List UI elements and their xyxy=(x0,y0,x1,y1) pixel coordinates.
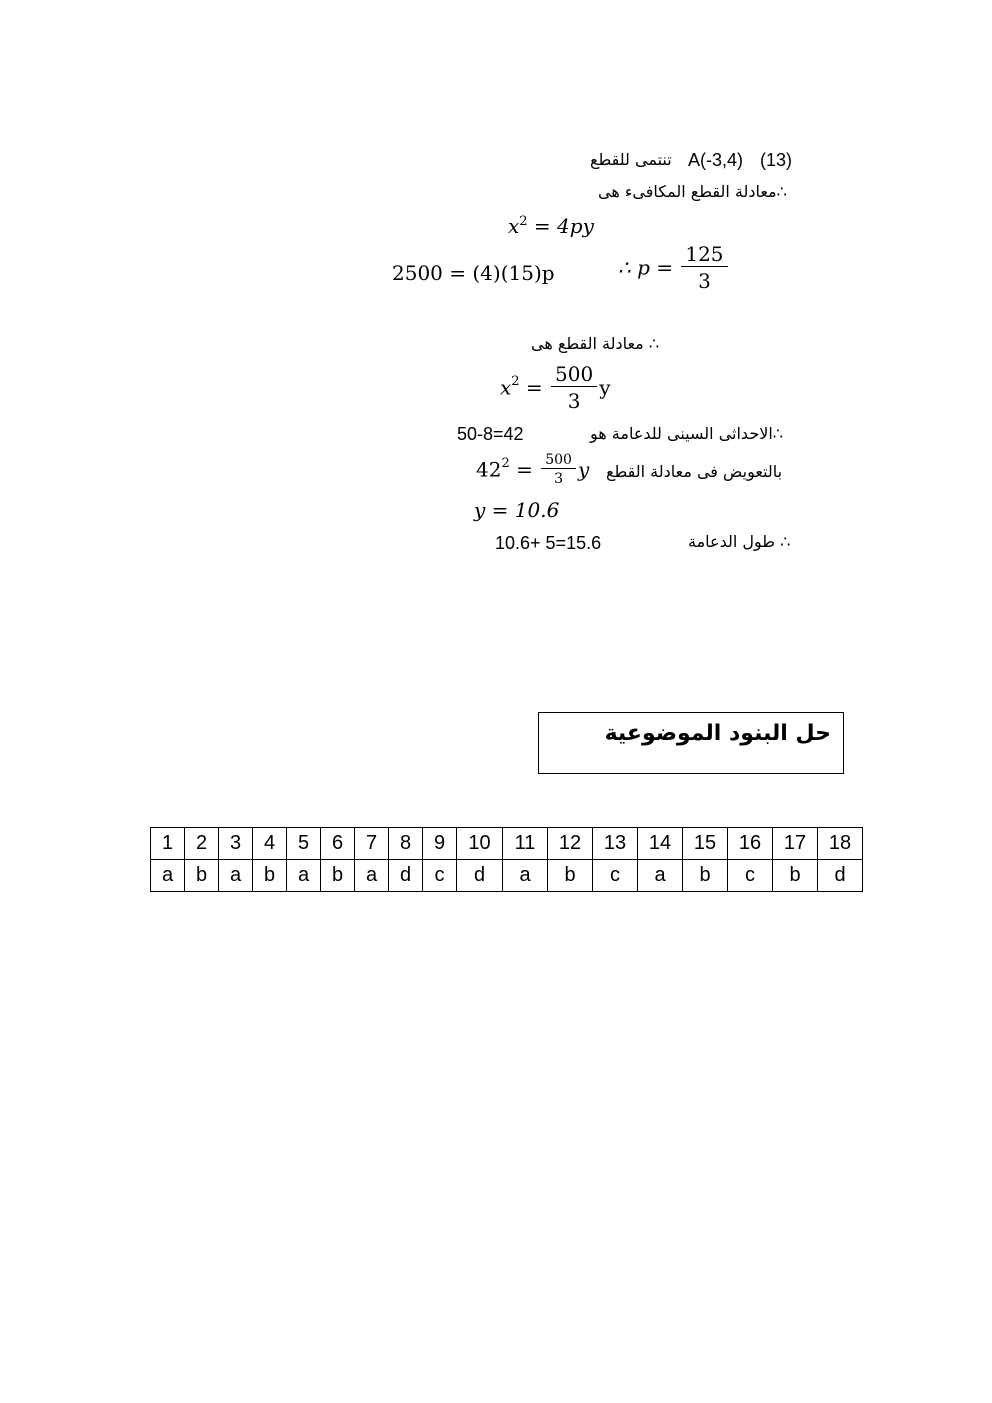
y-value: y = 10.6 xyxy=(474,498,560,522)
table-cell: a xyxy=(219,860,253,892)
table-row-numbers xyxy=(151,828,863,860)
subst-numerator: 500 xyxy=(545,452,572,468)
table-cell: a xyxy=(355,860,389,892)
table-cell: 6 xyxy=(321,828,355,860)
x-coordinate-value: 50-8=42 xyxy=(457,424,524,444)
equation-final-parabola xyxy=(500,362,611,413)
table-cell: 7 xyxy=(355,828,389,860)
subst-fraction xyxy=(543,452,574,487)
table-cell: d xyxy=(389,860,423,892)
eq1-exp: 2 xyxy=(519,214,528,229)
table-cell: 18 xyxy=(818,828,863,860)
table-cell: b xyxy=(683,860,728,892)
table-cell: b xyxy=(253,860,287,892)
table-cell: 14 xyxy=(638,828,683,860)
table-cell: 1 xyxy=(151,828,185,860)
p-fraction xyxy=(683,242,725,293)
table-cell: 4 xyxy=(253,828,287,860)
equation-x2-4py xyxy=(508,214,594,238)
equation-2500: 2500 = (4)(15)p xyxy=(392,261,555,285)
eq1-lhs: x xyxy=(508,214,520,238)
table-cell: b xyxy=(773,860,818,892)
table-cell: 9 xyxy=(423,828,457,860)
p-denominator: 3 xyxy=(681,266,727,293)
subst-base: 42 xyxy=(476,457,502,482)
equation-p-value xyxy=(618,242,730,293)
table-cell: a xyxy=(151,860,185,892)
eq3-exp: 2 xyxy=(511,374,520,389)
table-cell: c xyxy=(423,860,457,892)
line1-point: A(-3,4) xyxy=(688,150,744,170)
support-length-text: ∴ طول الدعامة xyxy=(688,532,791,551)
p-numerator: 125 xyxy=(685,242,724,266)
eq3-lhs: x xyxy=(500,375,512,400)
table-cell: 10 xyxy=(457,828,503,860)
table-cell: a xyxy=(287,860,321,892)
line1-number: (13) xyxy=(760,150,793,170)
table-cell: a xyxy=(503,860,548,892)
table-cell: c xyxy=(593,860,638,892)
parabola-equation-intro: ∴معادلة القطع المكافىء هى xyxy=(598,182,787,201)
eq3-var: y xyxy=(599,375,611,400)
parabola-equation-label: ∴ معادلة القطع هى xyxy=(531,334,660,353)
table-cell: 2 xyxy=(185,828,219,860)
table-cell: 12 xyxy=(548,828,593,860)
line1-text: تنتمى للقطع xyxy=(590,150,672,169)
substitution-equation xyxy=(476,452,589,487)
objective-title-box xyxy=(538,712,844,774)
table-cell: d xyxy=(457,860,503,892)
subst-var: y xyxy=(577,457,590,482)
table-row-answers xyxy=(151,860,863,892)
eq3-denominator: 3 xyxy=(551,386,597,413)
table-cell: b xyxy=(548,860,593,892)
table-cell: 16 xyxy=(728,828,773,860)
table-cell: 13 xyxy=(593,828,638,860)
eq3-fraction xyxy=(553,362,595,413)
eq1-rhs: = 4py xyxy=(533,214,594,238)
table-cell: d xyxy=(818,860,863,892)
subst-denominator: 3 xyxy=(541,468,576,487)
table-cell: 8 xyxy=(389,828,423,860)
table-cell: b xyxy=(185,860,219,892)
table-cell: 17 xyxy=(773,828,818,860)
answer-table xyxy=(150,827,863,892)
table-cell: 11 xyxy=(503,828,548,860)
eq3-numerator: 500 xyxy=(555,362,594,386)
table-cell: a xyxy=(638,860,683,892)
x-coordinate-text: ∴الاحداثى السينى للدعامة هو xyxy=(590,424,783,443)
table-cell: c xyxy=(728,860,773,892)
table-cell: 15 xyxy=(683,828,728,860)
objective-title: حل البنود الموضوعية xyxy=(604,721,831,746)
substitution-text: بالتعويض فى معادلة القطع xyxy=(606,462,783,481)
subst-exp: 2 xyxy=(501,456,510,471)
p-prefix: ∴ p = xyxy=(618,255,673,280)
table-cell: 3 xyxy=(219,828,253,860)
table-cell: 5 xyxy=(287,828,321,860)
table-cell: b xyxy=(321,860,355,892)
eq3-eq: = xyxy=(525,375,543,400)
subst-eq: = xyxy=(516,457,533,482)
support-length-value: 10.6+ 5=15.6 xyxy=(495,533,602,553)
